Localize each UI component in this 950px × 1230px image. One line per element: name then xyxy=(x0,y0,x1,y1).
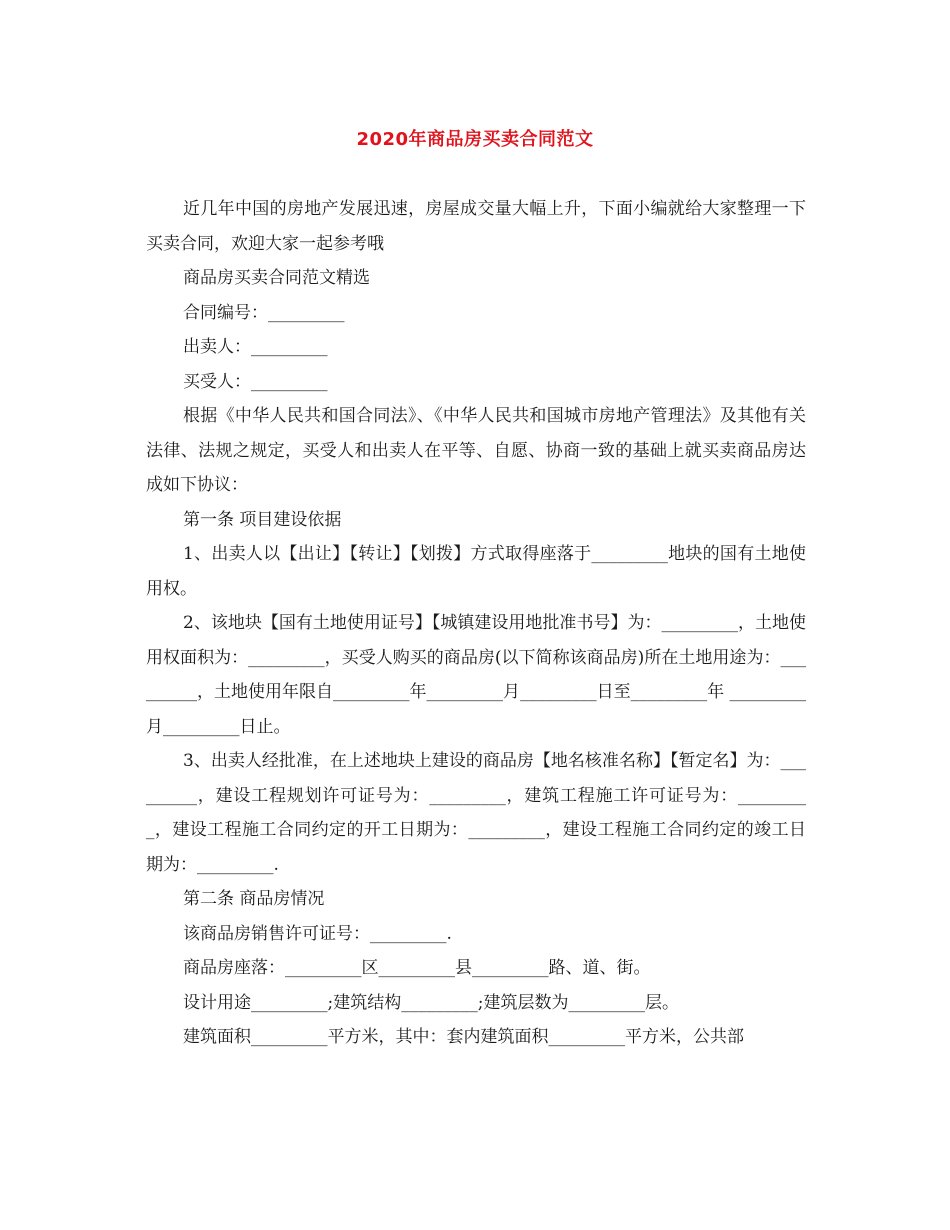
document-title: 2020年商品房买卖合同范文 xyxy=(356,129,594,150)
article-1-heading: 第一条 项目建设依据 xyxy=(183,509,342,530)
design-usage-line: 设计用途_________;建筑结构_________;建筑层数为_________层。 xyxy=(183,992,679,1013)
document-body xyxy=(146,192,806,1055)
building-area-line: 建筑面积_________平方米，其中：套内建筑面积_________平方米，公共部 xyxy=(183,1027,744,1047)
article-1-clause-3: 3、出卖人经批准，在上述地块上建设的商品房【地名核准名称】【暂定名】为：_________，建设工程规划许可证号为：_________，建筑工程施工许可证号为：_________，建设工程施工合同约定的开工日期为：_________，建设工程施工合同约定的竣工日期为：_________. xyxy=(146,751,806,875)
article-2-heading: 第二条 商品房情况 xyxy=(183,889,325,909)
intro-paragraph: 近几年中国的房地产发展迅速，房屋成交量大幅上升，下面小编就给大家整理一下买卖合同，欢迎大家一起参考哦 xyxy=(146,199,806,254)
article-1-clause-1: 1、出卖人以【出让】【转让】【划拨】方式取得座落于_________地块的国有土地使用权。 xyxy=(146,544,806,599)
article-1-clause-2: 2、该地块【国有土地使用证号】【城镇建设用地批准书号】为：_________，土地使用权面积为：_________，买受人购买的商品房(以下简称该商品房)所在土地用途为：_________，土地使用年限自_________年_________月_________日至_________年 _________月_________日止。 xyxy=(146,613,806,737)
legal-basis-paragraph: 根据《中华人民共和国合同法》、《中华人民共和国城市房地产管理法》及其他有关法律、法规之规定，买受人和出卖人在平等、自愿、协商一致的基础上就买卖商品房达成如下协议： xyxy=(146,406,806,495)
seller-line: 出卖人：_________ xyxy=(183,337,328,357)
section-heading: 商品房买卖合同范文精选 xyxy=(183,268,370,288)
contract-number-line: 合同编号：_________ xyxy=(183,302,345,323)
buyer-line: 买受人：_________ xyxy=(183,371,328,392)
property-location-line: 商品房座落：_________区_________县_________路、道、街。 xyxy=(183,958,651,978)
sales-permit-line: 该商品房销售许可证号：_________. xyxy=(183,923,452,944)
